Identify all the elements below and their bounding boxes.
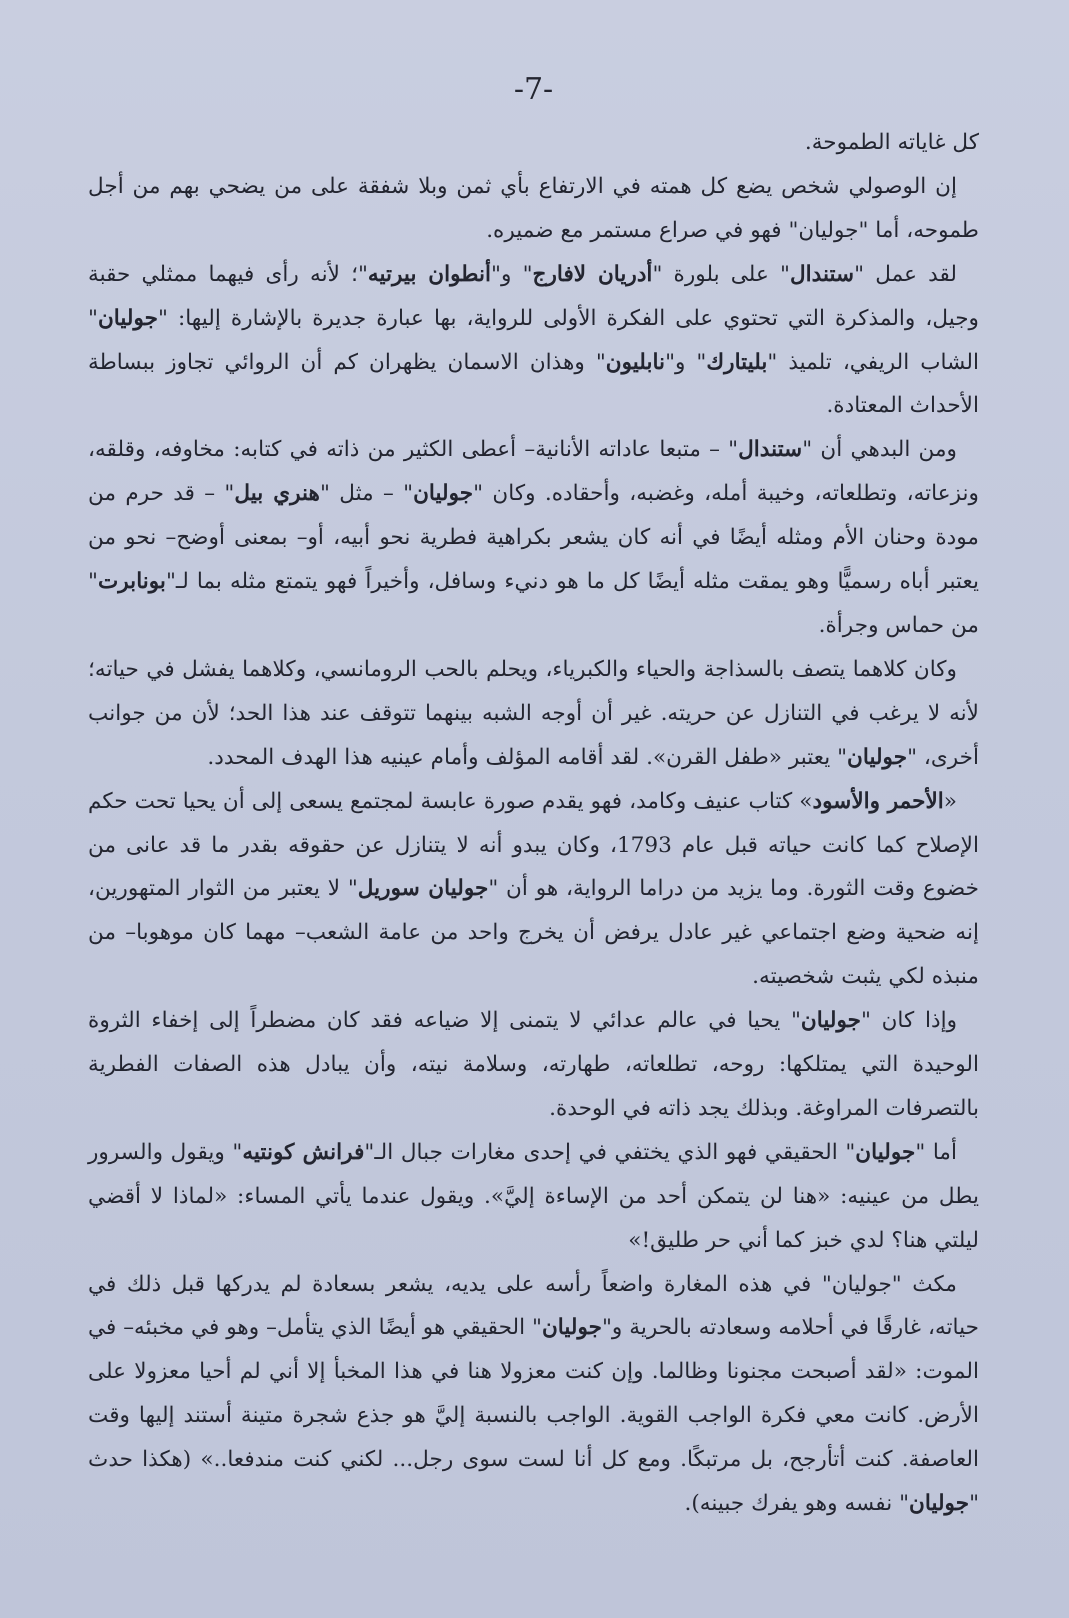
text-run: " لا يعتبر من الثوار المتهورين، إنه ضحية وضع اجتماعي غير عادل يرفض أن يخرج واحد من عامة الشعب– مهما كان موهوبا– من منبذه لكي يثبت شخصيته. [88, 876, 979, 990]
page-number: -7- [513, 72, 554, 107]
text-run: " و" [491, 261, 533, 287]
text-run: " – قد حرم من مودة وحنان الأم ومثله أيضًا في أنه كان يشعر بكراهية فطرية نحو أبيه، أو– بمعنى أوضح– نحو من يعتبر أباه رسميًّا وهو يمقت مثله أيضًا كل ما هو دنيء وسافل، وأخيراً فهو يتمتع مثله بما لـ" [88, 481, 979, 595]
text-run: "؛ لأنه رأى فيهما ممثلي حقبة وجيل، والمذكرة التي تحتوي على الفكرة الأولى للرواية، بها عبارة جديرة بالإشارة إليها: " [88, 261, 979, 331]
text-run: أما " [915, 1139, 957, 1165]
paragraph-7 [88, 999, 979, 1131]
text-run: وكان كلاهما يتصف بالسذاجة والحياء والكبرياء، ويحلم بالحب الرومانسي، وكلاهما يفشل في حياته؛ لأنه لا يرغب في التنازل عن حريته. غير أن أوجه الشبه بينهما تتوقف عند هذا الحد؛ لأن من جوانب أخرى، " [88, 656, 979, 770]
emphasized-name: الأحمر والأسود [812, 788, 944, 814]
emphasized-name: جوليان [413, 481, 474, 507]
text-run: " – متبعا عاداته الأنانية– أعطى الكثير من ذاته في كتابه: مخاوفه، وقلقه، ونزعاته، وتطلعاته، وخيبة أمله، وغضبه، وأحقاده. وكان " [88, 437, 979, 507]
paragraph-4 [88, 428, 979, 648]
paragraph-3 [88, 253, 979, 429]
emphasized-name: جوليان [97, 305, 158, 331]
emphasized-name: بونابرت [97, 569, 166, 595]
paragraph-8 [88, 1131, 979, 1263]
paragraph-9 [88, 1263, 979, 1526]
text-run: إن الوصولي شخص يضع كل همته في الارتفاع بأي ثمن وبلا شفقة على من يضحي بهم من أجل طموحه، أما "جوليان" فهو في صراع مستمر مع ضميره. [88, 173, 979, 243]
text-run: " ويقول والسرور يطل من عينيه: «هنا لن يتمكن أحد من الإساءة إليَّ». ويقول عندما يأتي المساء: «لماذا لا أقضي ليلتي هنا؟ لدي خبز كما أني حر طليق!» [88, 1139, 979, 1253]
paragraph-5 [88, 648, 979, 780]
emphasized-name: هنري بيل [234, 481, 320, 507]
text-run: " الحقيقي هو أيضًا الذي يتأمل– وهو في مخبئه– في الموت: «لقد أصبحت مجنونا وظالما. وإن كنت معزولا هنا في هذا المخبأ إلا أني لم أحيا معزولا على الأرض. كانت معي فكرة الواجب القوية. الواجب بالنسبة إليَّ هو جذع شجرة متينة أستند إليها وقت العاصفة. كنت أتأرجح، بل مرتبكًا. ومع كل أنا لست سوى رجل... لكني كنت مندفعا..» (هكذا حدث " [88, 1315, 979, 1517]
text-run: « [943, 788, 958, 814]
emphasized-name: جوليان [847, 744, 908, 770]
emphasized-name: جوليان سوريل [357, 876, 489, 902]
paragraph-1 [88, 121, 979, 165]
emphasized-name: ستندال [738, 437, 803, 463]
text-run: " – مثل " [319, 481, 414, 507]
text-run: " وهذان الاسمان يظهران كم أن الروائي تجاوز ببساطة الأحداث المعتادة. [88, 349, 979, 419]
text-run: لقد عمل " [854, 261, 957, 287]
text-run: " من حماس وجرأة. [88, 569, 979, 638]
text-run: مكث "جوليان" في هذه المغارة واضعاً رأسه على يديه، يشعر بسعادة لم يدركها قبل ذلك في حياته، غارقًا في أحلامه وسعادته بالحرية و" [88, 1271, 979, 1341]
text-run: " يحيا في عالم عدائي لا يتمنى إلا ضياعه فقد كان مضطراً إلى إخفاء الثروة الوحيدة التي يمتلكها: روحه، تطلعاته، طهارته، وسلامة نيته، وأن يبادل هذه الصفات الفطرية بالتصرفات المراوغة. وبذلك يجد ذاته في الوحدة. [88, 1008, 979, 1121]
paragraph-6 [88, 780, 979, 1000]
emphasized-name: بليتارك [706, 349, 768, 375]
emphasized-name: جوليان [855, 1139, 916, 1165]
paragraph-2 [88, 165, 979, 253]
text-run: » كتاب عنيف وكامد، فهو يقدم صورة عابسة لمجتمع يسعى إلى أن يحيا تحت حكم الإصلاح كما كانت حياته قبل عام 1793، وكان يبدو أنه لا يتنازل عن حقوقه بقدر ما قد عانى من خضوع وقت الثورة. وما يزيد من دراما الرواية، هو أن " [88, 788, 979, 902]
emphasized-name: جوليان [909, 1491, 970, 1517]
text-run: " يعتبر «طفل القرن». لقد أقامه المؤلف وأمام عينيه هذا الهدف المحدد. [207, 744, 848, 770]
text-run: " نفسه وهو يفرك جبينه). [684, 1491, 910, 1517]
emphasized-name: فرانش كونتيه [242, 1139, 365, 1165]
text-run: " و" [665, 349, 707, 375]
emphasized-name: أنطوان بيرتيه [367, 261, 492, 287]
text-run: " على بلورة " [652, 261, 790, 287]
emphasized-name: جوليان [800, 1008, 861, 1034]
text-run: " الشاب الريفي، تلميذ " [88, 305, 979, 375]
emphasized-name: نابليون [605, 349, 666, 375]
text-run: وإذا كان " [860, 1008, 958, 1034]
emphasized-name: أدريان لافارج [532, 261, 653, 287]
emphasized-name: جوليان [541, 1315, 602, 1341]
body-text [88, 121, 979, 1526]
text-run: " الحقيقي فهو الذي يختفي في إحدى مغارات جبال الـ" [364, 1139, 856, 1165]
emphasized-name: ستندال [789, 261, 855, 287]
text-run: كل غاياته الطموحة. [804, 130, 979, 155]
text-run: ومن البدهي أن " [802, 437, 957, 463]
